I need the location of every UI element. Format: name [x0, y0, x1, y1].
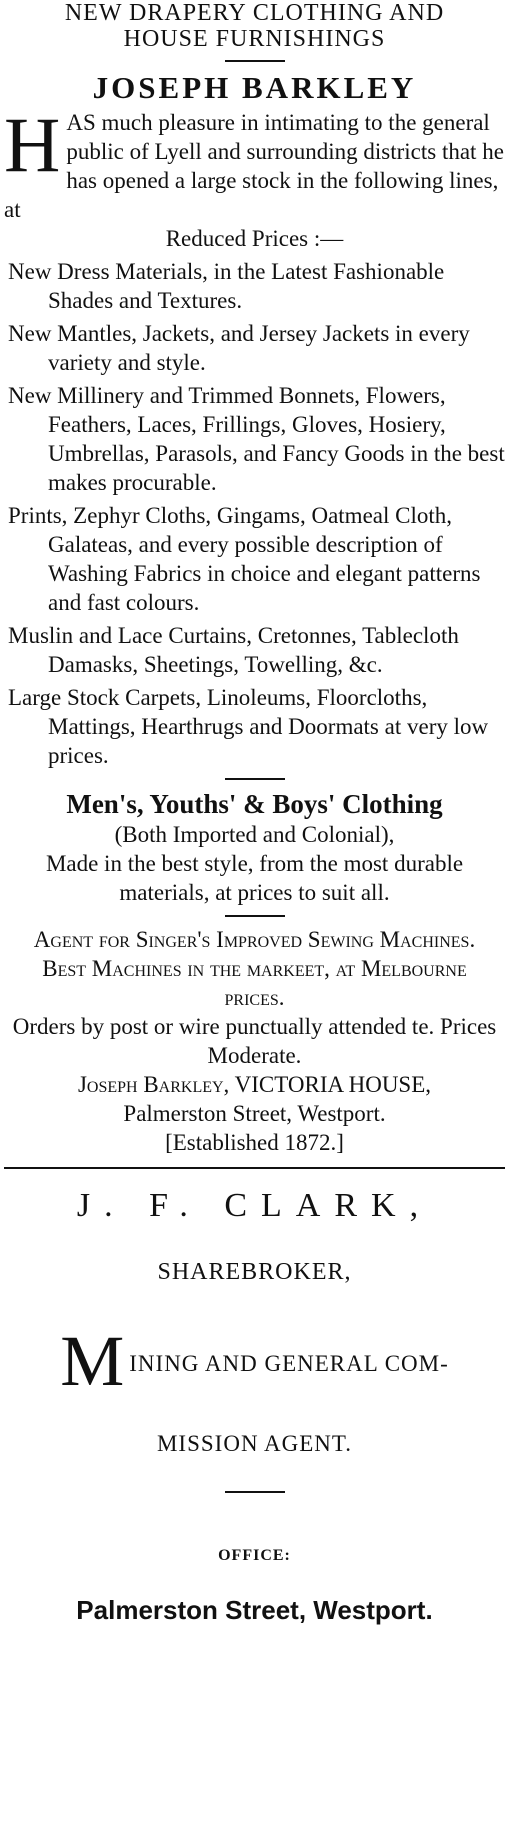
- divider: [225, 778, 285, 780]
- list-item: New Mantles, Jackets, and Jersey Jackets in every variety and style.: [8, 321, 470, 375]
- divider: [225, 1491, 285, 1493]
- goods-list: [4, 257, 505, 770]
- list-item: Large Stock Carpets, Linoleums, Floorcloths, Mattings, Hearthrugs and Doormats at very low prices.: [8, 685, 489, 768]
- intro-text: AS much pleasure in intimating to the general public of Lyell and surrounding districts that he has opened a large stock in the following lines, at: [4, 110, 504, 222]
- orders-text: Orders by post or wire punctually attended te. Prices Moderate.: [12, 1014, 497, 1068]
- intro-end: Reduced Prices :—: [165, 226, 344, 251]
- established: [Established 1872.]: [165, 1130, 344, 1155]
- business-line-2: MISSION AGENT.: [156, 1431, 353, 1456]
- list-item: New Dress Materials, in the Latest Fashionable Shades and Textures.: [8, 259, 445, 313]
- list-item: New Millinery and Trimmed Bonnets, Flowers, Feathers, Laces, Frillings, Gloves, Hosiery, Umbrellas, Parasols, and Fancy Goods in the best makes procurable.: [8, 383, 505, 495]
- office-label: OFFICE:: [218, 1547, 291, 1564]
- business-line-1: [4, 1320, 505, 1403]
- divider: [225, 915, 285, 917]
- headline-line-1: NEW DRAPERY CLOTHING AND: [64, 0, 445, 26]
- intro-paragraph: [4, 101, 505, 224]
- clothing-heading: Men's, Youths' & Boys' Clothing: [66, 789, 443, 819]
- signature-name: Joseph Barkley,: [77, 1072, 230, 1097]
- barkley-advertisement: [4, 0, 505, 1157]
- headline-line-2: HOUSE FURNISHINGS: [123, 26, 386, 52]
- broker-title: SHAREBROKER,: [157, 1259, 352, 1285]
- clark-advertisement: [4, 1187, 505, 1626]
- address: Palmerston Street, Westport.: [123, 1101, 386, 1126]
- list-item: Muslin and Lace Curtains, Cretonnes, Tablecloth Damasks, Sheetings, Towelling, &c.: [8, 623, 459, 677]
- signature-line: [4, 1070, 505, 1099]
- agent-text: Agent for Singer's Improved Sewing Machines. Best Machines in the markeet, at Melbourne prices.: [33, 927, 476, 1010]
- column-separator: [4, 1167, 505, 1169]
- broker-name: J. F. CLARK,: [76, 1187, 433, 1224]
- business-line-1-text: INING AND GENERAL COM-: [129, 1351, 449, 1376]
- signature-place: VICTORIA HOUSE,: [234, 1072, 432, 1097]
- clothing-text: Made in the best style, from the most durable materials, at prices to suit all.: [45, 851, 464, 905]
- list-item: Prints, Zephyr Cloths, Gingams, Oatmeal Cloth, Galateas, and every possible description of Washing Fabrics in choice and elegant patterns and fast colours.: [8, 503, 481, 615]
- merchant-name: JOSEPH BARKLEY: [92, 70, 417, 105]
- clothing-subheading: (Both Imported and Colonial),: [114, 822, 395, 847]
- divider: [225, 60, 285, 62]
- office-address: Palmerston Street, Westport.: [76, 1595, 433, 1625]
- headline: [4, 0, 505, 52]
- drop-cap: H: [4, 101, 61, 188]
- drop-cap: M: [60, 1321, 126, 1401]
